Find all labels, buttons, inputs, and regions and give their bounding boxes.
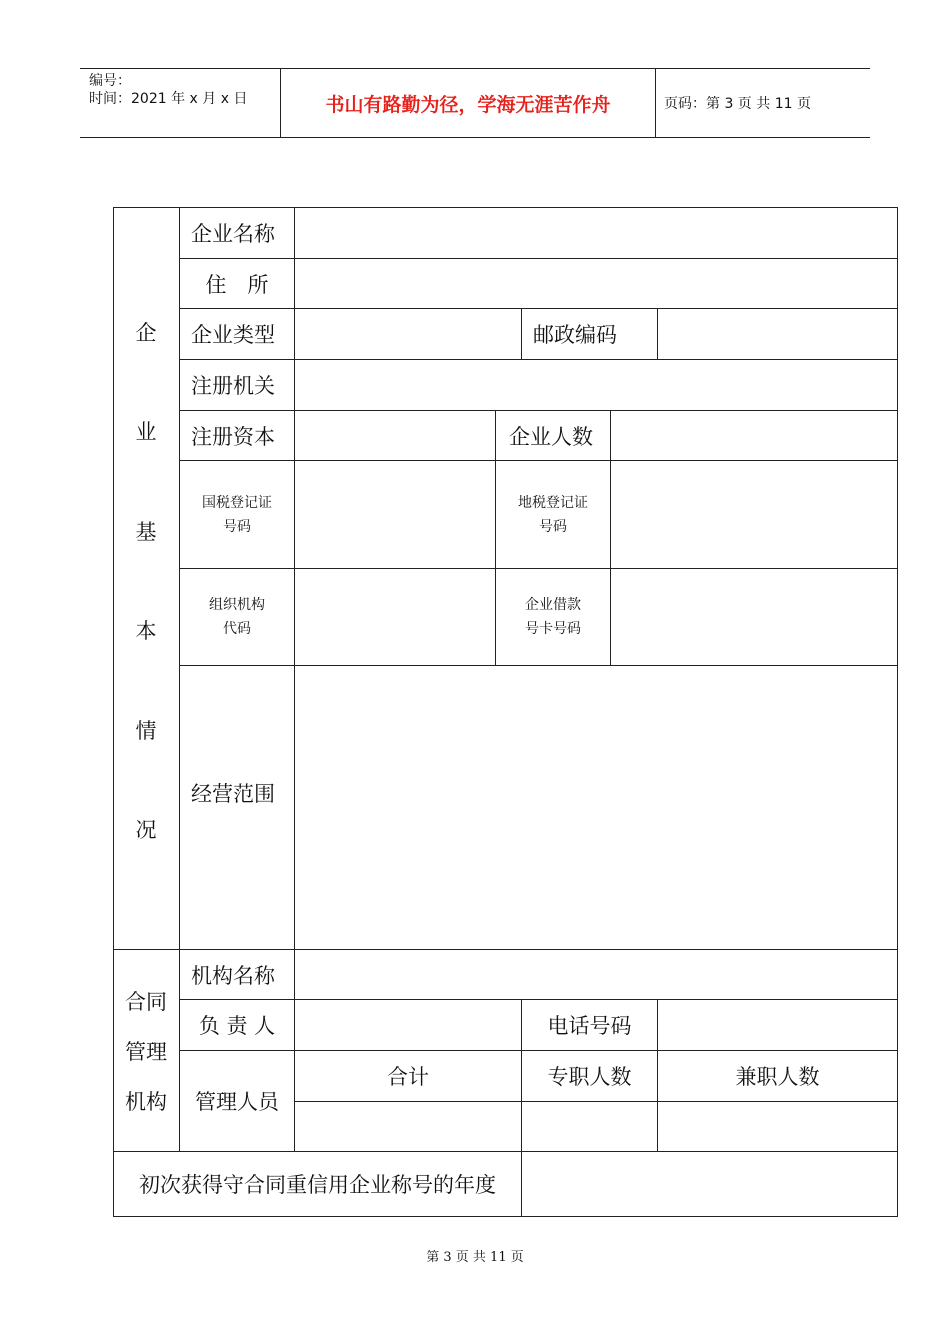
label-loan-card-line1: 企业借款: [525, 597, 581, 613]
section1-title-char: 况: [135, 818, 157, 842]
label-postal-code: 邮政编码: [533, 323, 617, 347]
section1-title-char: 业: [135, 420, 157, 444]
header-motto: 书山有路勤为径，学海无涯苦作舟: [280, 69, 656, 137]
label-national-tax-cert-line2: 号码: [223, 518, 251, 535]
label-person-in-charge: 负 责 人: [198, 1014, 276, 1038]
label-org-code-line2: 代码: [223, 621, 251, 637]
section2-title-line: 合同: [125, 990, 167, 1014]
label-org-name: 机构名称: [191, 963, 275, 988]
label-org-code: [180, 569, 294, 665]
page-footer: 第 3 页 共 11 页: [426, 1250, 524, 1265]
label-registration-authority: 注册机关: [191, 374, 275, 398]
label-total: 合计: [387, 1065, 429, 1089]
section1-title-char: 基: [135, 520, 157, 544]
label-company-name: 企业名称: [191, 222, 275, 246]
label-employee-count: 企业人数: [509, 424, 593, 449]
label-loan-card-line2: 号卡号码: [525, 621, 581, 637]
section1-title-char: 本: [135, 619, 157, 643]
label-managers: 管理人员: [195, 1090, 279, 1114]
label-loan-card: [496, 569, 610, 665]
time-label: 时间：2021 年 x 月 x 日: [89, 91, 248, 107]
label-national-tax-cert: [180, 461, 294, 568]
header-page-info: 页码：第 3 页 共 11 页: [664, 96, 811, 112]
serial-label: 编号：: [89, 73, 131, 89]
label-local-tax-cert-line2: 号码: [539, 518, 567, 535]
label-local-tax-cert: [496, 461, 610, 568]
section2-title-line: 机构: [125, 1090, 167, 1114]
label-local-tax-cert-line1: 地税登记证: [518, 494, 588, 511]
label-business-scope: 经营范围: [191, 781, 275, 806]
label-full-time: 专职人数: [547, 1065, 632, 1089]
section1-title-char: 情: [135, 719, 157, 743]
section2-title: [113, 977, 179, 1127]
label-national-tax-cert-line1: 国税登记证: [202, 494, 272, 511]
section2-title-line: 管理: [125, 1040, 167, 1064]
label-registered-capital: 注册资本: [191, 424, 275, 449]
label-phone: 电话号码: [547, 1014, 632, 1038]
label-part-time: 兼职人数: [735, 1065, 820, 1089]
label-company-type: 企业类型: [191, 323, 275, 347]
label-org-code-line1: 组织机构: [209, 597, 265, 613]
section1-title-char: 企: [135, 321, 157, 345]
label-address: 住 所: [205, 272, 269, 297]
label-first-award-year: 初次获得守合同重信用企业称号的年度: [139, 1173, 496, 1197]
